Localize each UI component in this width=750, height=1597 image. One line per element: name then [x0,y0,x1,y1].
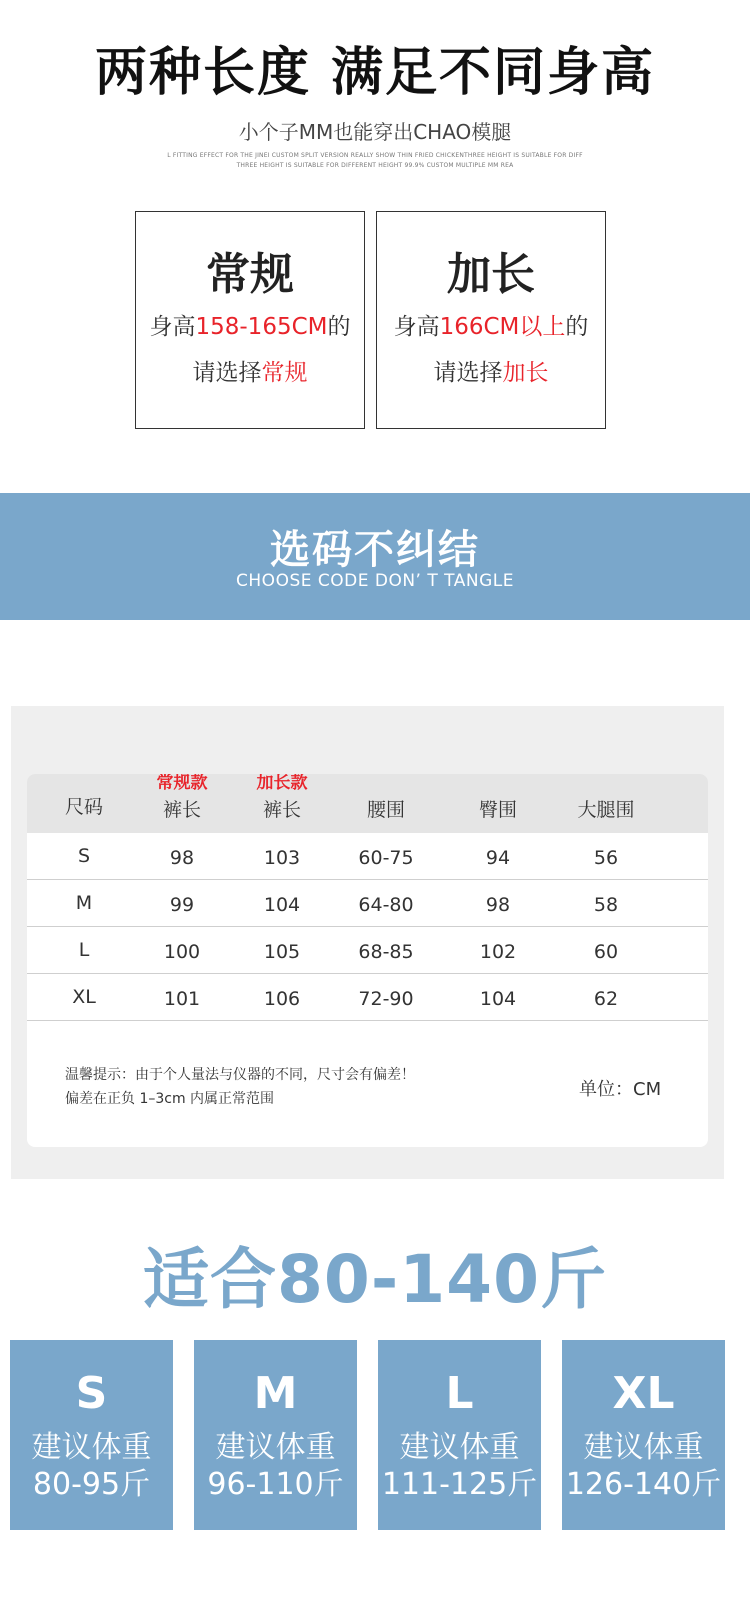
weight-card-size: XL [612,1368,675,1419]
cell-size: L [78,939,90,961]
weight-card-label: 建议体重 [31,1430,152,1465]
weight-card-m [194,1340,357,1530]
cell-hip: 102 [479,941,517,963]
tolerance-note: 偏差在正负 1–3cm 内属正常范围 [65,1091,275,1107]
weight-card-size: S [75,1368,108,1419]
choose-prefix: 请选择 [192,360,262,386]
weight-card-size: M [253,1368,298,1419]
height-suffix: 的 [565,314,589,340]
header-length-regular: 裤长 [162,799,201,821]
cell-length-long: 104 [263,894,301,916]
header-size: 尺码 [64,796,103,818]
cell-size: M [75,892,93,914]
cell-length-long: 105 [263,941,301,963]
cell-length-long: 103 [263,847,301,869]
table-row [27,974,708,1021]
cell-thigh: 56 [593,847,619,869]
header-waist: 腰围 [366,799,405,821]
weight-card-l [378,1340,541,1530]
cell-size: XL [72,986,96,1008]
cell-waist: 60-75 [358,847,414,869]
choose-line [377,354,605,387]
length-card-title: 加长 [447,249,535,300]
weight-card-range: 126-140斤 [565,1467,722,1502]
weight-card-label: 建议体重 [399,1430,520,1465]
header-thigh: 大腿围 [577,799,635,821]
banner-subtitle: CHOOSE CODE DON’ T TANGLE [236,571,514,591]
cell-length-long: 106 [263,988,301,1010]
cell-thigh: 58 [593,894,619,916]
weight-card-xl [562,1340,725,1530]
table-row [27,833,708,880]
table-header [27,774,708,833]
cell-hip: 98 [485,894,511,916]
choose-line [136,354,364,387]
length-card-regular [135,211,365,429]
cell-hip: 104 [479,988,517,1010]
height-suffix: 的 [327,314,351,340]
weight-title: 适合80-140斤 [142,1241,607,1318]
weight-card-size: L [445,1368,474,1419]
header-hip: 臀围 [478,799,517,821]
cell-size: S [77,845,91,867]
weight-card-range: 80-95斤 [32,1467,151,1502]
choose-highlight: 加长 [502,360,549,386]
unit-label: 单位：CM [579,1079,662,1100]
english-caption-line-1: L FITTING EFFECT FOR THE JINEI CUSTOM SPLIT VERSION REALLY SHOW THIN FRIED CHICKENTHREE HEIGHT IS SUITABLE FOR DIFF [167,152,583,159]
cell-hip: 94 [485,847,511,869]
tag-regular: 常规款 [156,774,208,793]
cell-waist: 68-85 [358,941,414,963]
cell-waist: 64-80 [358,894,414,916]
height-range-highlight: 166CM以上 [439,314,566,340]
tag-long: 加长款 [256,774,308,793]
cell-length-regular: 98 [169,847,195,869]
cell-length-regular: 101 [163,988,201,1010]
english-caption-line-2: THREE HEIGHT IS SUITABLE FOR DIFFERENT HEIGHT 99.9% CUSTOM MULTIPLE MM REA [236,162,514,169]
table-row [27,927,708,974]
weight-card-s [10,1340,173,1530]
height-range-line [377,308,605,341]
page-subtitle: 小个子MM也能穿出CHAO模腿 [238,120,512,144]
cell-length-regular: 99 [169,894,195,916]
height-prefix: 身高 [393,314,440,340]
length-card-long [376,211,606,429]
weight-card-range: 111-125斤 [381,1467,538,1502]
measurement-note: 温馨提示：由于个人量法与仪器的不同，尺寸会有偏差！ [65,1067,415,1083]
cell-length-regular: 100 [163,941,201,963]
header-length-long: 裤长 [262,799,301,821]
height-range-highlight: 158-165CM [195,314,328,340]
cell-waist: 72-90 [358,988,414,1010]
size-chart-table [27,774,708,1147]
cell-thigh: 60 [593,941,619,963]
cell-thigh: 62 [593,988,619,1010]
page-title: 两种长度 满足不同身高 [94,43,656,103]
choose-prefix: 请选择 [433,360,503,386]
weight-card-label: 建议体重 [583,1430,704,1465]
height-prefix: 身高 [149,314,196,340]
length-card-title: 常规 [206,249,294,300]
weight-card-label: 建议体重 [215,1430,336,1465]
table-row [27,880,708,927]
choose-highlight: 常规 [261,360,308,386]
weight-card-range: 96-110斤 [207,1467,344,1502]
height-range-line [136,308,364,341]
banner-title: 选码不纠结 [270,527,480,573]
